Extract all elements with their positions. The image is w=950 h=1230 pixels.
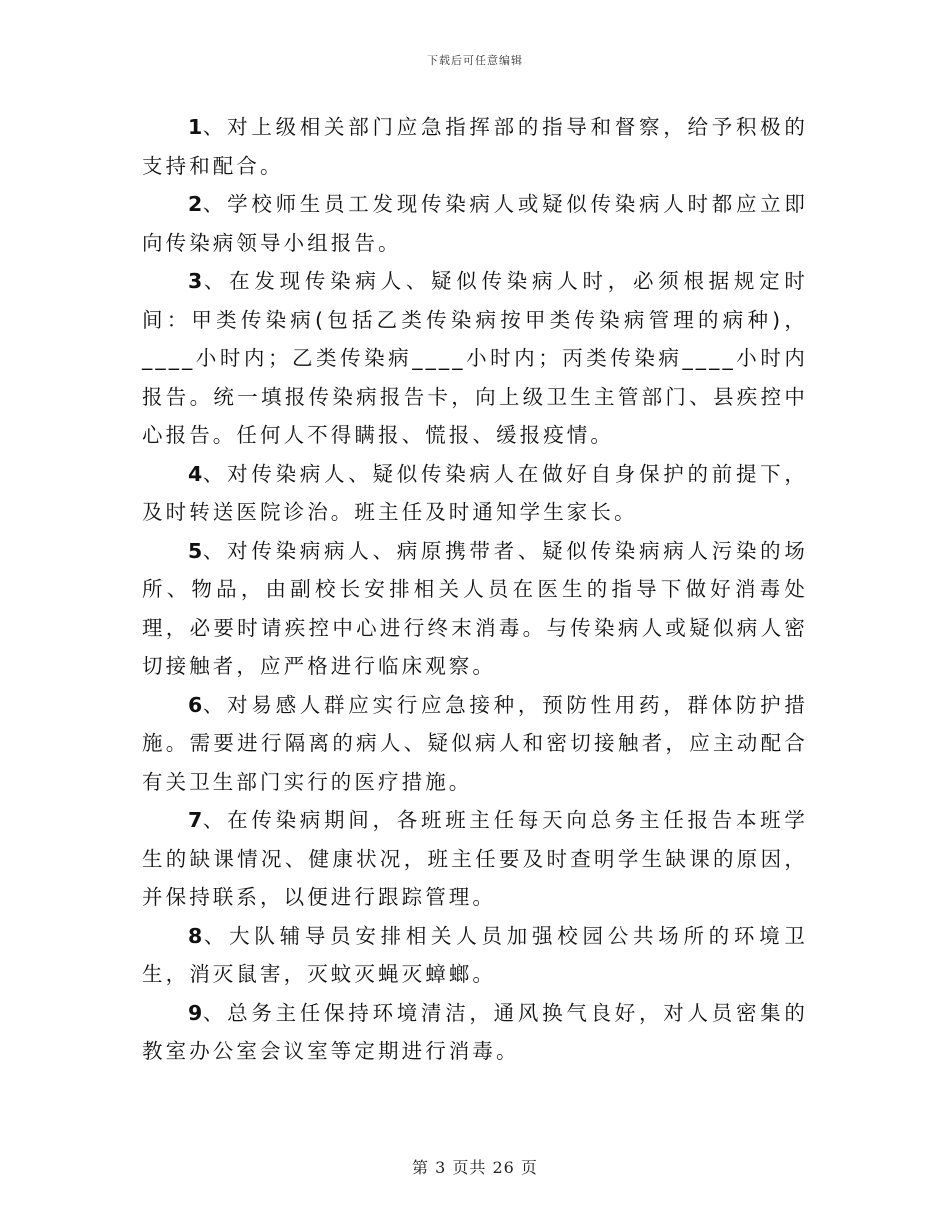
document-body: [142, 108, 808, 1071]
paragraph-3: [142, 262, 808, 455]
item-number: 5: [188, 538, 203, 563]
paragraph-text: 、在发现传染病人、疑似传染病人时，必须根据规定时间：甲类传染病(包括乙类传染病按甲类传染病管理的病种)，____小时内；乙类传染病____小时内；丙类传染病____小时内报告。统一填报传染病报告卡，向上级卫生主管部门、县疾控中心报告。任何人不得瞒报、慌报、缓报疫情。: [142, 269, 808, 447]
item-number: 6: [188, 692, 203, 717]
paragraph-text: 、对易感人群应实行应急接种，预防性用药，群体防护措施。需要进行隔离的病人、疑似病人和密切接触者，应主动配合有关卫生部门实行的医疗措施。: [142, 692, 808, 794]
paragraph-text: 、大队辅导员安排相关人员加强校园公共场所的环境卫生，消灭鼠害，灭蚊灭蝇灭蟑螂。: [142, 923, 808, 986]
item-number: 2: [188, 192, 203, 216]
page-header: 下载后可任意编辑: [427, 54, 523, 67]
paragraph-text: 、在传染病期间，各班班主任每天向总务主任报告本班学生的缺课情况、健康状况，班主任要及时查明学生缺课的原因，并保持联系，以便进行跟踪管理。: [142, 808, 808, 909]
paragraph-5: [142, 532, 808, 686]
paragraph-7: [142, 801, 808, 917]
item-number: 7: [188, 808, 203, 832]
item-number: 3: [188, 269, 203, 293]
item-number: 4: [188, 461, 203, 486]
paragraph-text: 、学校师生员工发现传染病人或疑似传染病人时都应立即向传染病领导小组报告。: [142, 192, 808, 255]
item-number: 8: [188, 923, 203, 948]
paragraph-8: [142, 917, 808, 994]
paragraph-text: 、对传染病病人、病原携带者、疑似传染病病人污染的场所、物品，由副校长安排相关人员在医生的指导下做好消毒处理，必要时请疾控中心进行终末消毒。与传染病人或疑似病人密切接触者，应严格进行临床观察。: [142, 538, 808, 678]
item-number: 9: [188, 1000, 203, 1025]
paragraph-text: 、对传染病人、疑似传染病人在做好自身保护的前提下，及时转送医院诊治。班主任及时通知学生家长。: [142, 461, 808, 524]
paragraph-4: [142, 455, 808, 532]
paragraph-6: [142, 686, 808, 802]
item-number: 1: [188, 115, 203, 139]
page-footer: 第 3 页共 26 页: [412, 1158, 538, 1177]
paragraph-text: 、总务主任保持环境清洁，通风换气良好，对人员密集的教室办公室会议室等定期进行消毒。: [142, 1000, 808, 1063]
paragraph-9: [142, 994, 808, 1071]
paragraph-1: [142, 108, 808, 185]
paragraph-2: [142, 185, 808, 262]
paragraph-text: 、对上级相关部门应急指挥部的指导和督察，给予积极的支持和配合。: [142, 115, 808, 178]
